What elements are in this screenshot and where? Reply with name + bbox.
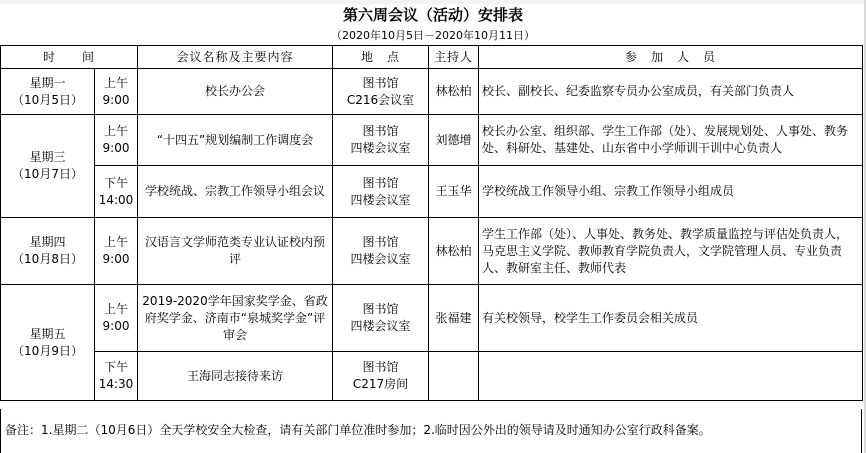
host-cell: 刘德增: [429, 115, 479, 166]
meeting-content: 校长办公会: [138, 69, 333, 115]
time-clock: 9:00: [102, 141, 130, 155]
time-period: 上午: [104, 302, 129, 316]
day-cell: [1, 218, 95, 285]
header-time: 时 间: [1, 46, 138, 69]
place-room: 四楼会议室: [350, 141, 411, 155]
time-period: 上午: [104, 235, 129, 249]
time-clock: 14:00: [98, 192, 134, 207]
header-content: 会议名称及主要内容: [138, 46, 333, 69]
meeting-content: “十四五”规划编制工作调度会: [138, 115, 333, 166]
place-building: 图书馆: [362, 302, 399, 316]
day-cell: [1, 285, 95, 401]
place-building: 图书馆: [362, 75, 399, 90]
day-label: 星期四: [29, 235, 66, 249]
attendees-cell: 学生工作部（处）、人事处、教务处、教学质量监控与评估处负责人，马克思主义学院、教师教育学院负责人，文学院管理人员、专业负责人、教研室主任、教师代表: [479, 218, 863, 285]
time-cell: [95, 166, 138, 218]
place-cell: [333, 166, 429, 218]
attendees-cell: [479, 352, 863, 401]
attendees-cell: 校长、副校长、纪委监察专员办公室成员，有关部门负责人: [479, 69, 863, 115]
time-cell: [95, 352, 138, 401]
footnote: 备注：1.星期二（10月6日）全天学校安全大检查，请有关部门单位准时参加；2.临时因公外出的领导请及时通知办公室行政科备案。: [0, 409, 862, 453]
place-room: C217房间: [352, 377, 409, 391]
day-cell: [1, 115, 95, 218]
place-room: C216会议室: [346, 92, 415, 107]
time-clock: 14:30: [98, 377, 134, 391]
table-row: [1, 218, 863, 285]
place-building: 图书馆: [362, 235, 399, 249]
date-range: （2020年10月5日－2020年10月11日）: [331, 29, 535, 42]
header-attendees: 参 加 人 员: [479, 46, 863, 69]
host-cell: 张福建: [429, 285, 479, 352]
time-cell: [95, 218, 138, 285]
day-cell: [1, 69, 95, 115]
host-cell: 王玉华: [429, 166, 479, 218]
day-date: （10月9日）: [12, 343, 83, 358]
attendees-cell: 校长办公室、组织部、学生工作部（处）、发展规划处、人事处、教务处、科研处、基建处、山东省中小学师训干训中心负责人: [479, 115, 863, 166]
time-clock: 9:00: [102, 92, 130, 107]
attendees-cell: 有关校领导，校学生工作委员会相关成员: [479, 285, 863, 352]
meeting-content: 王海同志接待来访: [138, 352, 333, 401]
place-cell: [333, 218, 429, 285]
place-cell: [333, 285, 429, 352]
header-place: 地 点: [333, 46, 429, 69]
meeting-content: 汉语言文学师范类专业认证校内预评: [138, 218, 333, 285]
time-period: 下午: [104, 175, 129, 190]
place-cell: [333, 115, 429, 166]
table-header-row: [1, 46, 863, 69]
day-date: （10月7日）: [12, 167, 83, 181]
attendees-cell: 学校统战工作领导小组、宗教工作领导小组成员: [479, 166, 863, 218]
host-cell: 林松柏: [429, 218, 479, 285]
table-row: [1, 352, 863, 401]
meeting-content: 学校统战、宗教工作领导小组会议: [138, 166, 333, 218]
table-row: [1, 166, 863, 218]
table-row: [1, 69, 863, 115]
day-date: （10月5日）: [12, 92, 83, 107]
place-building: 图书馆: [362, 360, 399, 374]
time-cell: [95, 69, 138, 115]
place-building: 图书馆: [362, 175, 399, 190]
meeting-content: 2019-2020学年国家奖学金、省政府奖学金、济南市“泉城奖学金”评审会: [138, 285, 333, 352]
table-row: [1, 285, 863, 352]
place-building: 图书馆: [362, 124, 399, 138]
time-clock: 9:00: [102, 319, 130, 333]
place-room: 四楼会议室: [350, 252, 411, 266]
day-label: 星期三: [29, 150, 66, 164]
place-room: 四楼会议室: [350, 319, 411, 333]
table-row: [1, 115, 863, 166]
time-cell: [95, 115, 138, 166]
host-cell: 林松柏: [429, 69, 479, 115]
place-cell: [333, 352, 429, 401]
day-label: 星期五: [29, 326, 66, 341]
place-room: 四楼会议室: [350, 192, 411, 207]
place-cell: [333, 69, 429, 115]
time-clock: 9:00: [102, 252, 130, 266]
header-host: 主持人: [429, 46, 479, 69]
time-period: 上午: [104, 75, 129, 90]
time-period: 上午: [104, 124, 129, 138]
time-period: 下午: [104, 360, 129, 374]
page-title: 第六周会议（活动）安排表: [342, 6, 523, 24]
day-date: （10月8日）: [12, 252, 83, 266]
day-label: 星期一: [29, 75, 66, 90]
host-cell: [429, 352, 479, 401]
schedule-table: [0, 45, 863, 401]
time-cell: [95, 285, 138, 352]
